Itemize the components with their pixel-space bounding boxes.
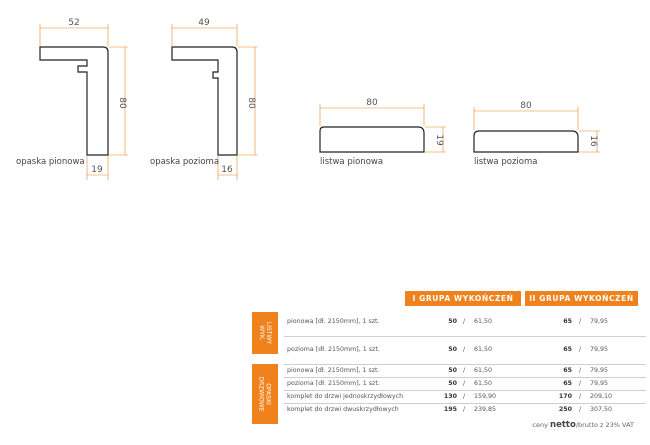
profile-outline <box>320 127 424 152</box>
height-dimension: 80 <box>117 97 127 109</box>
group-1-header: I GRUPA WYKOŃCZEŃ <box>405 291 521 306</box>
bottom-dimension: 16 <box>221 165 233 175</box>
group-2-header: II GRUPA WYKOŃCZEŃ <box>525 291 638 306</box>
width-dimension: 80 <box>366 98 378 108</box>
group-label-opaski: OPASKI DRZWIOWE <box>252 364 278 424</box>
drawing-opaska-pionowa <box>40 18 128 180</box>
drawing-label: listwa pionowa <box>320 157 384 167</box>
width-dimension: 80 <box>520 101 532 111</box>
table-row: pionowa [dł. 2150mm], 1 szt. 50 / 61,50 65 / 79,95 <box>287 367 609 374</box>
bottom-dimension: 19 <box>91 165 103 175</box>
vat-footnote: ceny netto/brutto z 23% VAT <box>532 420 634 430</box>
profile-outline <box>40 47 108 155</box>
height-dimension: 16 <box>588 135 598 147</box>
table-row: pozioma [dł. 2150mm], 1 szt. 50 / 61,50 65 / 79,95 <box>287 380 609 387</box>
profile-outline <box>172 47 237 155</box>
drawing-label: opaska pionowa <box>16 157 85 167</box>
drawing-listwa-pozioma <box>474 101 600 152</box>
width-dimension: 49 <box>198 18 210 28</box>
drawing-opaska-pozioma <box>172 18 258 180</box>
height-dimension: 19 <box>434 134 444 146</box>
drawing-label: listwa pozioma <box>474 157 538 167</box>
table-row: pozioma [dł. 2150mm], 1 szt. 50 / 61,50 65 / 79,95 <box>287 346 609 353</box>
drawing-label: opaska pozioma <box>150 157 220 167</box>
height-dimension: 80 <box>246 97 256 109</box>
profile-drawings <box>0 0 650 200</box>
width-dimension: 52 <box>68 18 80 28</box>
table-row: komplet do drzwi dwuskrzydłowych 195 / 239,85 250 / 307,50 <box>287 406 613 413</box>
profile-outline <box>474 131 578 152</box>
row-separator <box>284 336 646 337</box>
group-label-listwy: LISTWY WYK. <box>252 312 278 354</box>
table-row: komplet do drzwi jednoskrzydłowych 130 / 159,90 170 / 209,10 <box>287 393 613 400</box>
drawing-listwa-pionowa <box>320 98 446 152</box>
table-row: pionowa [dł. 2150mm], 1 szt. 50 / 61,50 65 / 79,95 <box>287 318 609 325</box>
